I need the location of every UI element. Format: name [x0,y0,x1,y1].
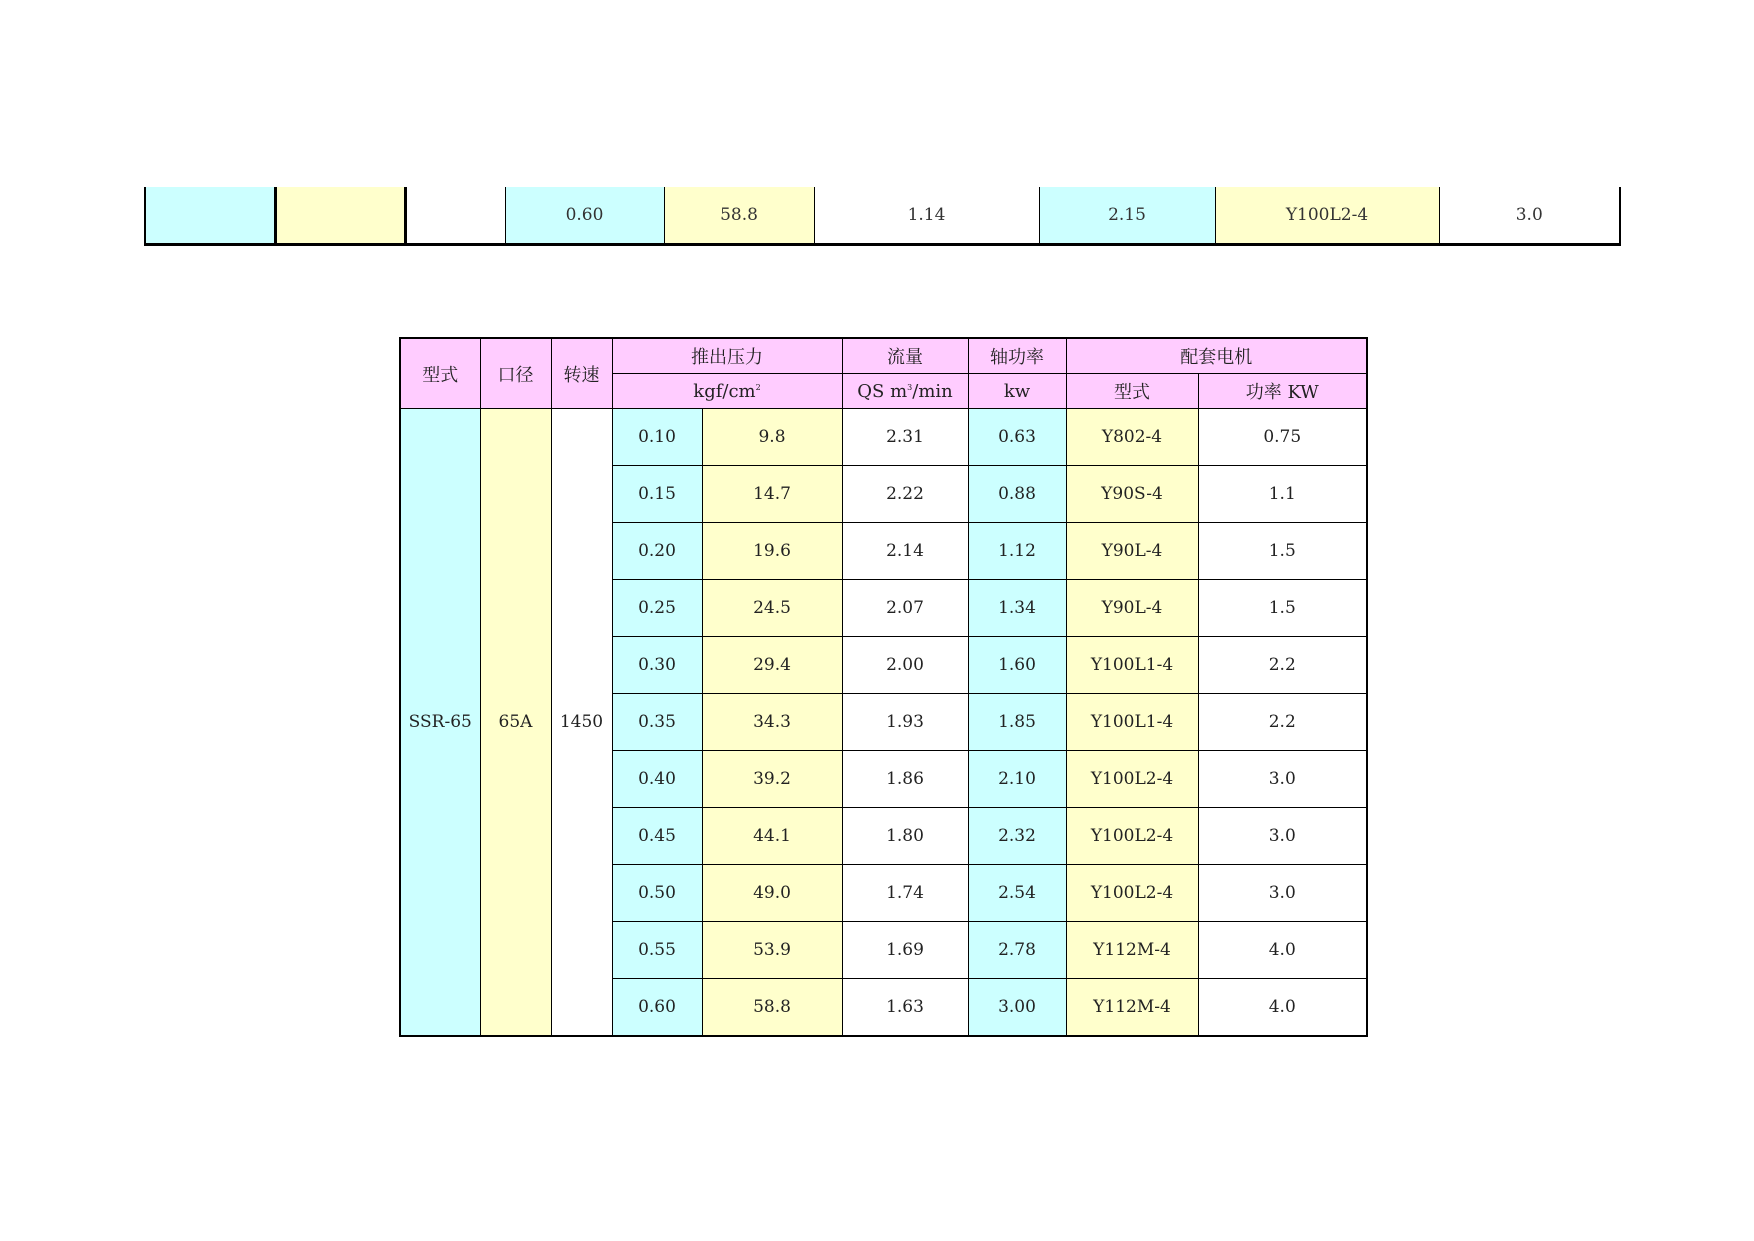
header-row-1 [400,338,1367,374]
motor-model-cell: Y100L2-4 [1066,808,1198,865]
pressure-kpa-cell: 34.3 [702,694,842,751]
shaft-power-cell: 1.34 [968,580,1066,637]
header-model: 型式 [400,338,480,409]
shaft-power-cell: 1.85 [968,694,1066,751]
pressure-kpa-cell: 19.6 [702,523,842,580]
header-motor-model: 型式 [1066,374,1198,409]
flow-cell: 2.00 [842,637,968,694]
header-flow-unit [842,374,968,409]
shaft-power-cell: 0.88 [968,466,1066,523]
header-motor: 配套电机 [1066,338,1367,374]
fragment-flow: 1.14 [814,187,1039,245]
motor-power-cell: 1.5 [1198,523,1367,580]
pressure-unit-text: kgf/cm [693,380,756,402]
pressure-kpa-cell: 49.0 [702,865,842,922]
motor-model-cell: Y100L2-4 [1066,751,1198,808]
pressure-kpa-cell: 53.9 [702,922,842,979]
pressure-unit-sup: 2 [755,382,761,392]
motor-power-cell: 3.0 [1198,865,1367,922]
flow-unit-text: QS m [857,380,908,402]
motor-power-cell: 3.0 [1198,808,1367,865]
pressure-mpa-cell: 0.10 [612,409,702,466]
header-pressure: 推出压力 [612,338,842,374]
fragment-shaft-power: 2.15 [1039,187,1215,245]
flow-cell: 1.63 [842,979,968,1037]
flow-cell: 1.74 [842,865,968,922]
shaft-power-cell: 3.00 [968,979,1066,1037]
header-shaft-power: 轴功率 [968,338,1066,374]
motor-power-cell: 2.2 [1198,694,1367,751]
table-row [400,409,1367,466]
caliber-cell: 65A [480,409,551,1037]
shaft-power-cell: 1.60 [968,637,1066,694]
motor-power-cell: 4.0 [1198,922,1367,979]
flow-cell: 1.93 [842,694,968,751]
flow-unit-tail: /min [912,380,953,402]
header-speed: 转速 [551,338,612,409]
pressure-mpa-cell: 0.60 [612,979,702,1037]
motor-model-cell: Y100L1-4 [1066,637,1198,694]
pressure-mpa-cell: 0.15 [612,466,702,523]
flow-cell: 1.69 [842,922,968,979]
motor-power-cell: 1.1 [1198,466,1367,523]
motor-model-cell: Y90L-4 [1066,523,1198,580]
shaft-power-cell: 0.63 [968,409,1066,466]
flow-cell: 1.86 [842,751,968,808]
motor-model-cell: Y112M-4 [1066,979,1198,1037]
fragment-caliber-cell [275,187,405,245]
header-motor-power: 功率 KW [1198,374,1367,409]
flow-cell: 2.22 [842,466,968,523]
motor-power-cell: 2.2 [1198,637,1367,694]
motor-power-cell: 1.5 [1198,580,1367,637]
fragment-pressure-kpa: 58.8 [664,187,814,245]
pressure-mpa-cell: 0.50 [612,865,702,922]
speed-cell: 1450 [551,409,612,1037]
motor-model-cell: Y90S-4 [1066,466,1198,523]
pressure-mpa-cell: 0.55 [612,922,702,979]
pressure-kpa-cell: 58.8 [702,979,842,1037]
previous-table-fragment [144,187,1621,246]
flow-cell: 1.80 [842,808,968,865]
motor-power-cell: 4.0 [1198,979,1367,1037]
fragment-row [145,187,1620,245]
pressure-kpa-cell: 29.4 [702,637,842,694]
shaft-power-cell: 2.78 [968,922,1066,979]
pump-spec-table [399,337,1368,1037]
flow-cell: 2.07 [842,580,968,637]
pressure-mpa-cell: 0.30 [612,637,702,694]
motor-model-cell: Y112M-4 [1066,922,1198,979]
pressure-kpa-cell: 24.5 [702,580,842,637]
model-cell: SSR-65 [400,409,480,1037]
shaft-power-cell: 2.32 [968,808,1066,865]
motor-power-cell: 3.0 [1198,751,1367,808]
motor-model-cell: Y90L-4 [1066,580,1198,637]
flow-cell: 2.31 [842,409,968,466]
header-shaft-power-unit: kw [968,374,1066,409]
fragment-pressure-mpa: 0.60 [505,187,664,245]
header-caliber: 口径 [480,338,551,409]
pressure-mpa-cell: 0.25 [612,580,702,637]
motor-power-cell: 0.75 [1198,409,1367,466]
flow-cell: 2.14 [842,523,968,580]
pressure-mpa-cell: 0.35 [612,694,702,751]
motor-model-cell: Y802-4 [1066,409,1198,466]
pressure-kpa-cell: 39.2 [702,751,842,808]
pressure-kpa-cell: 9.8 [702,409,842,466]
motor-model-cell: Y100L2-4 [1066,865,1198,922]
shaft-power-cell: 2.54 [968,865,1066,922]
header-flow: 流量 [842,338,968,374]
pressure-kpa-cell: 44.1 [702,808,842,865]
shaft-power-cell: 2.10 [968,751,1066,808]
pressure-mpa-cell: 0.45 [612,808,702,865]
shaft-power-cell: 1.12 [968,523,1066,580]
fragment-model-cell [145,187,275,245]
header-pressure-unit [612,374,842,409]
pressure-kpa-cell: 14.7 [702,466,842,523]
fragment-speed-cell [405,187,505,245]
fragment-motor-power: 3.0 [1439,187,1620,245]
motor-model-cell: Y100L1-4 [1066,694,1198,751]
pressure-mpa-cell: 0.20 [612,523,702,580]
fragment-motor-model: Y100L2-4 [1215,187,1439,245]
flow-unit-sup: 3 [907,382,913,392]
pressure-mpa-cell: 0.40 [612,751,702,808]
